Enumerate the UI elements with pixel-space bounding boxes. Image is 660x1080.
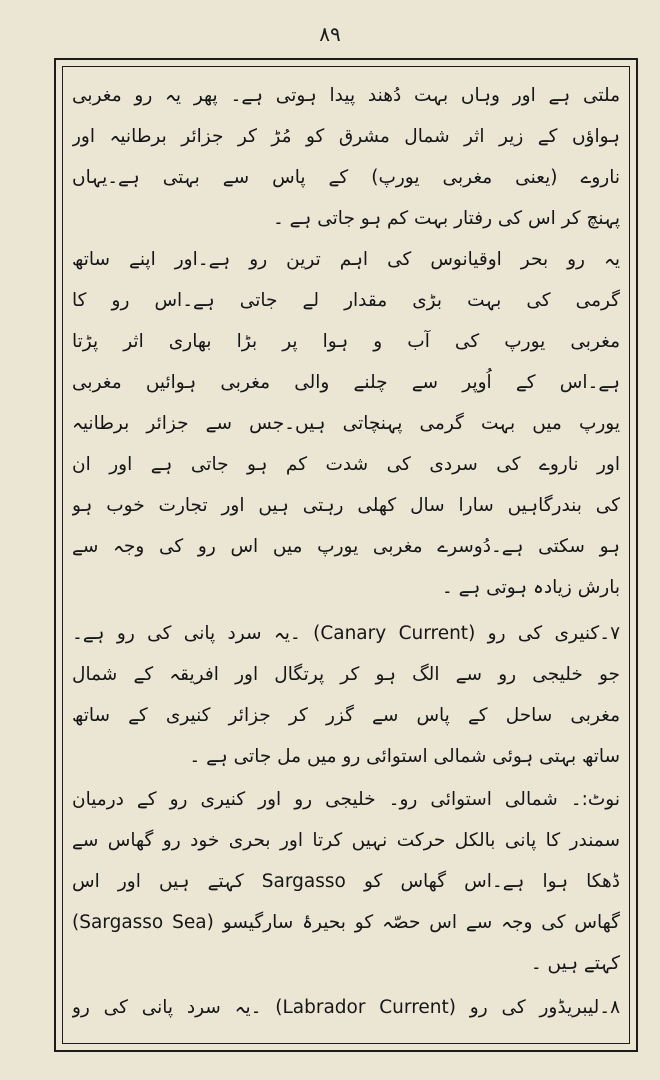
text-line: پہنچ کر اس کی رفتار بہت کم ہو جاتی ہے ۔ <box>272 208 620 229</box>
text-line: جو خلیجی رو سے الگ ہو کر پرتگال اور افریقہ کے شمال <box>72 664 620 685</box>
text-line: مغربی ساحل کے پاس سے گزر کر جزائر کنیری کے ساتھ <box>72 705 620 726</box>
text-line: ہے۔اس کے اُوپر سے چلنے والی مغربی ہوائیں مغربی <box>72 372 620 393</box>
text-line: یورپ میں بہت گرمی پہنچاتی ہیں۔جس سے جزائر برطانیہ <box>72 413 620 434</box>
text-line: اور ناروے کی سردی کی شدت کم ہو جاتی ہے اور ان <box>72 454 620 475</box>
text-line: سمندر کا پانی بالکل حرکت نہیں کرتا اور بحری خود رو گھاس سے <box>72 830 620 851</box>
text-line: ڈھکا ہوا ہے۔اس گھاس کو Sargasso کہتے ہیں اور اس <box>72 871 620 892</box>
text-line: ۷۔کنیری کی رو (Canary Current) ۔یہ سرد پانی کی رو ہے۔ <box>72 623 620 644</box>
text-line: ۸۔لیبریڈور کی رو (Labrador Current) ۔یہ سرد پانی کی رو <box>72 997 620 1018</box>
text-line: ہو سکتی ہے۔دُوسرے مغربی یورپ میں اس رو کی وجہ سے <box>72 536 620 557</box>
page-number: ۸۹ <box>319 22 341 46</box>
text-line: گرمی کی بہت بڑی مقدار لے جاتی ہے۔اس رو کا <box>72 290 620 311</box>
text-line: ہواؤں کے زیر اثر شمال مشرق کو مُڑ کر جزائر برطانیہ اور <box>72 126 620 147</box>
text-line: یہ رو بحر اوقیانوس کی اہم ترین رو ہے۔اور اپنے ساتھ <box>72 249 620 270</box>
text-line: بارش زیادہ ہوتی ہے ۔ <box>441 577 620 598</box>
text-line: ملتی ہے اور وہاں بہت دُھند پیدا ہوتی ہے۔ پھر یہ رو مغربی <box>72 85 620 106</box>
text-line: ناروے (یعنی مغربی یورپ) کے پاس سے بہتی ہے۔یہاں <box>72 167 620 188</box>
text-line: مغربی یورپ کی آب و ہوا پر بڑا بھاری اثر پڑتا <box>72 331 620 352</box>
text-line: نوٹ:۔ شمالی استوائی رو۔ خلیجی رو اور کنیری رو کے درمیان <box>72 789 620 810</box>
text-line: کی بندرگاہیں سارا سال کھلی رہتی ہیں اور تجارت خوب ہو <box>72 495 620 516</box>
text-line: کہتے ہیں ۔ <box>530 953 620 974</box>
text-line: ساتھ بہتی ہوئی شمالی استوائی رو میں مل جاتی ہے ۔ <box>189 746 620 767</box>
text-line: گھاس کی وجہ سے اس حصّہ کو بحیرۂ سارگیسو (Sargasso Sea) <box>72 912 620 933</box>
body-text <box>72 76 620 1034</box>
